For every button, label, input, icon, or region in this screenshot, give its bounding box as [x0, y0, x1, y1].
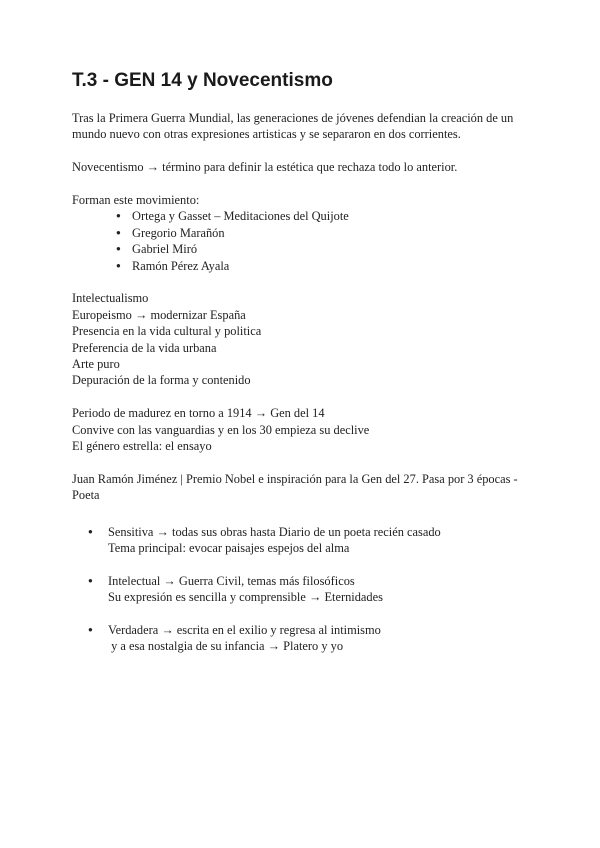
list-item: ● Ramón Pérez Ayala	[118, 258, 542, 274]
epocas-list	[72, 524, 542, 655]
list-item	[94, 524, 542, 557]
characteristic-line: Europeismo → modernizar España	[72, 307, 246, 322]
epoca-line: ● Sensitiva → todas sus obras hasta Diario de un poeta recién casado	[108, 524, 441, 539]
list-item: ● Ortega y Gasset – Meditaciones del Quijote	[118, 208, 542, 224]
characteristic-line: Preferencia de la vida urbana	[72, 340, 217, 355]
epoca-line: ● Verdadera → escrita en el exilio y regresa al intimismo	[108, 623, 381, 638]
characteristic-line: Depuración de la forma y contenido	[72, 373, 251, 388]
authors-list	[72, 208, 542, 274]
novecentismo-definition: Novecentismo → término para definir la estética que rechaza todo lo anterior.	[72, 160, 458, 175]
characteristic-line: Presencia en la vida cultural y politica	[72, 324, 262, 339]
list-item: ● Gabriel Miró	[118, 241, 542, 257]
periodo-line: Periodo de madurez en torno a 1914 → Gen del 14	[72, 406, 325, 421]
page-title: T.3 - GEN 14 y Novecentismo	[72, 70, 333, 91]
list-item: ● Gregorio Marañón	[118, 225, 542, 241]
forman-heading: Forman este movimiento:	[72, 193, 200, 207]
characteristic-line: Arte puro	[72, 357, 120, 372]
list-item	[94, 573, 542, 606]
periodo-line: El género estrella: el ensayo	[72, 439, 212, 454]
jrj-paragraph: Juan Ramón Jiménez | Premio Nobel e inspiración para la Gen del 27. Pasa por 3 épocas - Poeta	[72, 471, 518, 503]
intelectualismo-heading: Intelectualismo	[72, 291, 149, 306]
list-item	[94, 622, 542, 655]
epoca-detail: y a esa nostalgia de su infancia → Platero y yo	[108, 639, 344, 654]
periodo-line: Convive con las vanguardias y en los 30 empieza su declive	[72, 422, 370, 437]
epoca-detail: Tema principal: evocar paisajes espejos del alma	[108, 541, 350, 556]
intro-paragraph: Tras la Primera Guerra Mundial, las generaciones de jóvenes defendian la creación de un mundo nuevo con otras expresiones artisticas y se separaron en dos corrientes.	[72, 111, 514, 142]
epoca-detail: Su expresión es sencilla y comprensible → Eternidades	[108, 590, 383, 605]
document-body	[72, 110, 542, 655]
epoca-line: ● Intelectual → Guerra Civil, temas más filosóficos	[108, 573, 355, 588]
